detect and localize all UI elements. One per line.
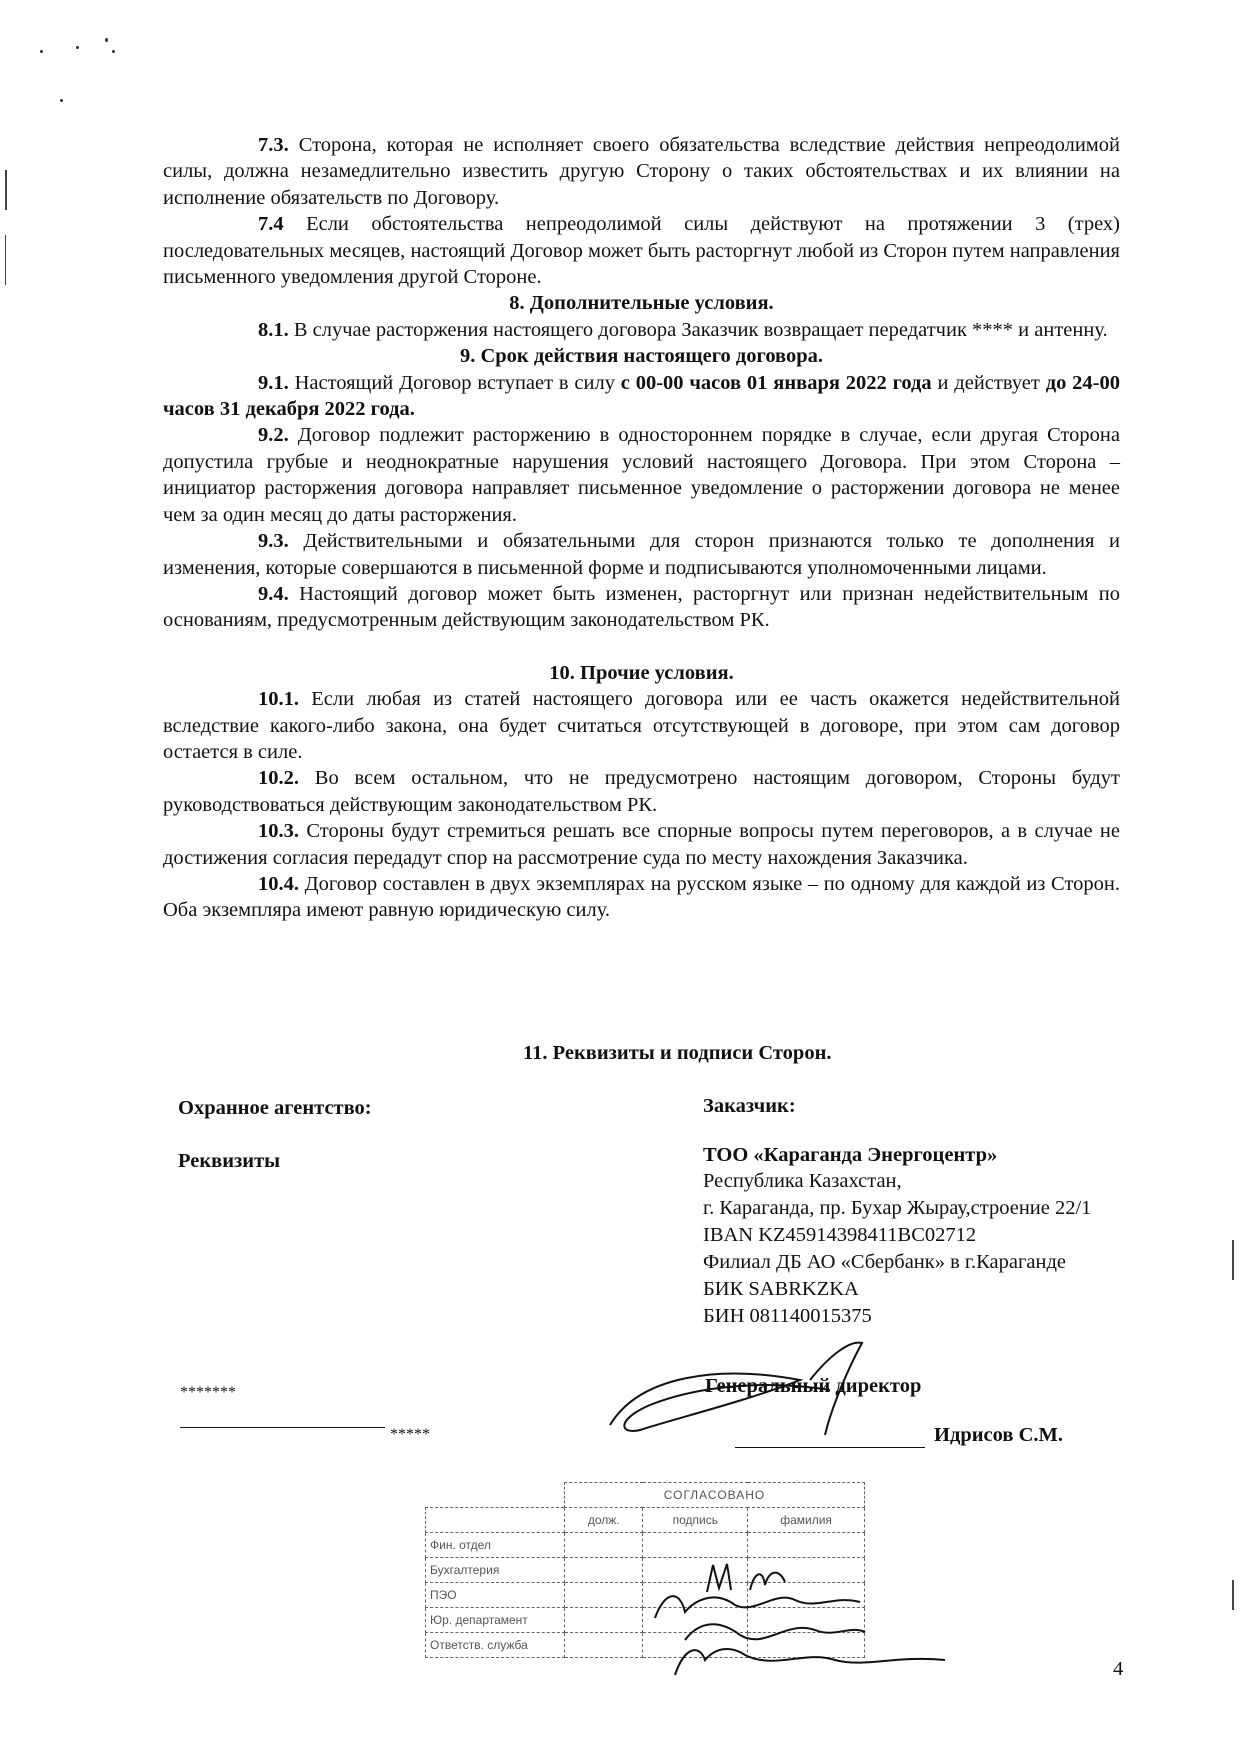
director-title: Генеральный директор bbox=[705, 1375, 922, 1397]
start-date: с 00-00 часов 01 января 2022 года bbox=[620, 371, 932, 394]
clause-number: 9.2. bbox=[258, 424, 289, 447]
paragraph-9-3 bbox=[163, 528, 1120, 581]
clause-number: 10.4. bbox=[258, 872, 299, 895]
stamp-row-label: ПЭО bbox=[426, 1582, 565, 1607]
clause-text: Стороны будут стремиться решать все спорные вопросы путем переговоров, а в случае не достижения согласия передадут спор на рассмотрение суда по месту нахождения Заказчика. bbox=[163, 820, 1120, 869]
clause-text: Договор подлежит расторжению в одностороннем порядке в случае, если другая Сторона допустила грубые и неоднократные нарушения условий настоящего Договора. При этом Сторона – инициатор расторжения договора направляет письменное уведомление о расторжении договора не менее чем за один месяц до даты расторжения. bbox=[163, 424, 1120, 526]
clause-text: Действительными и обязательными для сторон признаются только те дополнения и изменения, которые совершаются в письменной форме и подписываются уполномоченными лицами. bbox=[163, 530, 1120, 579]
scan-edge-mark bbox=[5, 235, 6, 285]
paragraph-7-4 bbox=[163, 211, 1120, 290]
customer-details bbox=[703, 1168, 1091, 1330]
stamp-header: СОГЛАСОВАНО bbox=[565, 1483, 865, 1508]
scan-edge-mark bbox=[5, 170, 7, 210]
paragraph-10-2 bbox=[163, 765, 1120, 818]
section-8-title: 8. Дополнительные условия. bbox=[509, 292, 774, 315]
clause-text: Настоящий договор может быть изменен, расторгнут или признан недействительным по основаниям, предусмотренным действующим законодательством РК. bbox=[163, 582, 1120, 632]
agency-label: Охранное агентство: bbox=[178, 1097, 372, 1119]
paragraph-10-1 bbox=[163, 686, 1120, 765]
clause-text: В случае расторжения настоящего договора Заказчик возвращает передатчик **** и антенну. bbox=[288, 318, 1108, 341]
customer-bin: БИН 081140015375 bbox=[703, 1305, 872, 1327]
customer-iban: IBAN KZ45914398411BC02712 bbox=[703, 1224, 977, 1246]
paragraph-10-4 bbox=[163, 871, 1120, 924]
customer-label: Заказчик: bbox=[703, 1095, 796, 1117]
scan-speck bbox=[40, 50, 43, 53]
requisites-title: 11. Реквизиты и подписи Сторон. bbox=[523, 1042, 832, 1064]
agency-details: Реквизиты bbox=[178, 1150, 281, 1172]
paragraph-9-2 bbox=[163, 422, 1120, 528]
stamp-row-label: Фин. отдел bbox=[426, 1532, 565, 1557]
approval-signatures bbox=[645, 1560, 965, 1680]
clause-number: 10.1. bbox=[258, 688, 299, 711]
scan-edge-mark bbox=[1232, 1580, 1234, 1610]
section-9-title: 9. Срок действия настоящего договора. bbox=[459, 345, 824, 368]
agency-signature-line bbox=[180, 1427, 385, 1428]
scan-speck bbox=[112, 50, 115, 53]
paragraph-9-1 bbox=[163, 370, 1120, 423]
stamp-row-label: Ответств. служба bbox=[426, 1632, 565, 1657]
clause-text: и действует bbox=[931, 371, 1046, 394]
clause-text: Если любая из статей настоящего договора или ее часть окажется недействительной вследствие какого-либо закона, она будет считаться отсутствующей в договоре, при этом сам договор остается в силе. bbox=[163, 688, 1120, 763]
clause-text: Договор составлен в двух экземплярах на русском языке – по одному для каждой из Сторон. Оба экземпляра имеют равную юридическую силу. bbox=[163, 872, 1120, 922]
clause-text: Во всем остальном, что не предусмотрено настоящим договором, Стороны будут руководствоваться действующим законодательством РК. bbox=[163, 767, 1120, 816]
stamp-column-signature: подпись bbox=[643, 1507, 748, 1532]
stamp-row-label: Бухгалтерия bbox=[426, 1557, 565, 1582]
scan-edge-mark bbox=[1232, 1240, 1234, 1280]
paragraph-7-3 bbox=[163, 132, 1120, 211]
paragraph-8-1 bbox=[163, 317, 1120, 343]
paragraph-9-4 bbox=[163, 581, 1120, 634]
end-date: до 24-00 часов 31 декабря 2022 года. bbox=[163, 371, 1120, 421]
section-10-title: 10. Прочие условия. bbox=[549, 661, 734, 684]
director-name: Идрисов С.М. bbox=[934, 1424, 1063, 1446]
agency-signatory-initials: ***** bbox=[390, 1426, 430, 1443]
stamp-row-label: Юр. департамент bbox=[426, 1607, 565, 1632]
clause-text: Настоящий Договор вступает в силу bbox=[288, 371, 621, 394]
paragraph-10-3 bbox=[163, 818, 1120, 871]
clause-number: 10.2. bbox=[258, 767, 299, 790]
clause-text: Если обстоятельства непреодолимой силы действуют на протяжении 3 (трех) последовательных месяцев, настоящий Договор может быть расторгнут любой из Сторон путем направления письменного уведомления другой Стороне. bbox=[163, 213, 1120, 289]
customer-bik: БИК SABRKZKA bbox=[703, 1278, 859, 1300]
agency-signatory: ******* bbox=[180, 1384, 236, 1401]
stamp-column-surname: фамилия bbox=[748, 1507, 865, 1532]
clause-number: 10.3. bbox=[258, 820, 299, 843]
scan-speck bbox=[105, 38, 108, 42]
contract-body bbox=[163, 132, 1120, 924]
clause-number: 7.3. bbox=[258, 134, 289, 156]
clause-number: 7.4 bbox=[258, 213, 284, 236]
clause-number: 8.1. bbox=[258, 318, 289, 341]
stamp-column-position: долж. bbox=[565, 1507, 643, 1532]
customer-address: г. Караганда, пр. Бухар Жырау,строение 22/1 bbox=[703, 1197, 1092, 1219]
page-number: 4 bbox=[1113, 1658, 1124, 1680]
scan-speck bbox=[76, 46, 79, 49]
clause-number: 9.1. bbox=[258, 371, 289, 394]
customer-country: Республика Казахстан, bbox=[703, 1170, 902, 1192]
director-signature bbox=[600, 1335, 930, 1455]
customer-bank: Филиал ДБ АО «Сбербанк» в г.Караганде bbox=[703, 1251, 1066, 1273]
clause-number: 9.4. bbox=[258, 582, 289, 605]
clause-number: 9.3. bbox=[258, 530, 289, 553]
customer-name: ТОО «Караганда Энергоцентр» bbox=[703, 1144, 998, 1166]
scan-speck bbox=[60, 99, 63, 102]
clause-text: Сторона, которая не исполняет своего обязательства вследствие действия непреодолимой силы, должна незамедлительно известить другую Сторону о таких обстоятельствах и их влиянии на исполнение обязательств по Договору. bbox=[163, 134, 1120, 209]
